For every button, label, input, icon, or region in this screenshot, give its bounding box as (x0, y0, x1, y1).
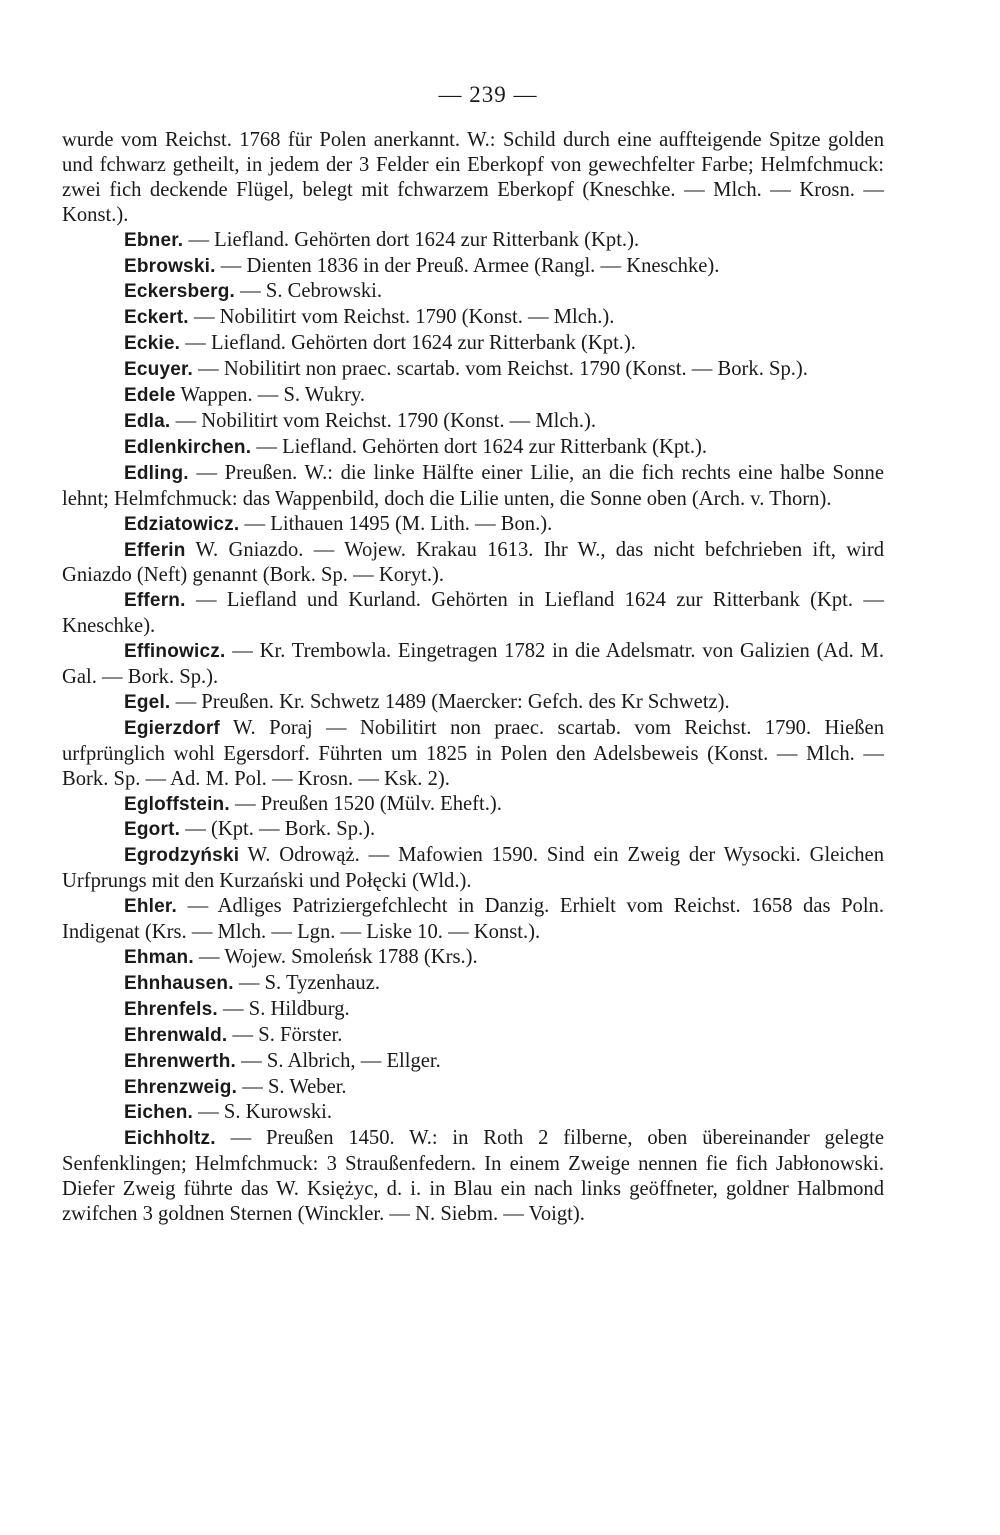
entry-head: Egierzdorf (124, 717, 220, 739)
entry-head: Eckersberg. (124, 281, 235, 303)
entry-text: — Nobilitirt vom Reichst. 1790 (Konst. — Mlch.). (175, 409, 596, 432)
entry-ehman (62, 945, 884, 971)
entry-efferin (62, 538, 884, 589)
entry-eckie (62, 331, 884, 357)
entry-head: Egrodzyński (124, 845, 240, 867)
entry-edling (62, 461, 884, 512)
entry-text: — S. Förster. (232, 1023, 343, 1046)
entry-text: — Liefland. Gehörten dort 1624 zur Ritterbank (Kpt.). (256, 435, 708, 458)
entry-head: Ehnhausen. (124, 972, 234, 994)
entry-head: Edlenkirchen. (124, 436, 252, 458)
entry-text: — S. Tyzenhauz. (238, 971, 381, 994)
entry-text: W. Poraj — Nobilitirt non praec. scartab. vom Reichst. 1790. Hießen urfprünglich wohl Egersdorf. Führten um 1825 in Polen den Adelsbeweis (Konst. — Mlch. — Bork. Sp. — Ad. M. Pol. — Krosn. — Ksk. 2). (62, 716, 884, 790)
entry-head: Egel. (124, 691, 171, 713)
entry-head: Ehrenzweig. (124, 1076, 238, 1098)
entry-text: — Liefland. Gehörten dort 1624 zur Ritterbank (Kpt.). (188, 228, 640, 251)
entry-text: — Preußen 1450. W.: in Roth 2 filberne, oben übereinander gelegte Senfenklingen; Helmfchmuck: 3 Straußenfedern. In einem Zweige nennen fie fich Jabłonowski. Diefer Zweig führte das W. Księżyc, d. i. in Blau ein nach links geöffneter, goldner Halbmond zwifchen 3 goldnen Sternen (Winckler. — N. Siebm. — Voigt). (62, 1127, 884, 1226)
entry-head: Ehler. (124, 896, 177, 918)
entry-head: Ehrenwald. (124, 1024, 228, 1046)
entry-head: Efferin (124, 539, 186, 561)
entry-edele (62, 383, 884, 409)
entry-text: — S. Weber. (242, 1075, 347, 1098)
document-page (62, 82, 884, 1227)
entry-text: — S. Albrich, — Ellger. (241, 1049, 441, 1072)
entry-edlenkirchen (62, 435, 884, 461)
entry-text: — S. Cebrowski. (240, 280, 383, 303)
entry-eckert (62, 305, 884, 331)
entry-egloffstein (62, 792, 884, 818)
entry-head: Ehrenfels. (124, 998, 218, 1020)
entry-egort (62, 817, 884, 843)
entry-text: — Preußen 1520 (Mülv. Eheft.). (235, 792, 502, 815)
entry-head: Eichen. (124, 1102, 193, 1124)
entry-ecuyer (62, 357, 884, 383)
entry-head: Ecuyer. (124, 359, 194, 381)
entry-head: Edling. (124, 462, 189, 484)
entry-ehnhausen (62, 971, 884, 997)
entry-ebner (62, 228, 884, 254)
entry-eichholtz (62, 1126, 884, 1227)
entry-text: — Liefland. Gehörten dort 1624 zur Ritterbank (Kpt.). (185, 332, 636, 355)
entry-head: Eckert. (124, 307, 189, 329)
entry-head: Eckie. (124, 333, 181, 355)
entry-edziatowicz (62, 512, 884, 538)
entry-text: — Dienten 1836 in der Preuß. Armee (Rangl. — Kneschke). (220, 254, 720, 277)
entry-text: — Kr. Trembowla. Eingetragen 1782 in die Adelsmatr. von Galizien (Ad. M. Gal. — Bork. Sp.). (62, 640, 884, 689)
entry-head: Effinowicz. (124, 641, 226, 663)
entry-egrodzynski (62, 843, 884, 894)
entry-egierzdorf (62, 716, 884, 792)
entry-ebrowski (62, 254, 884, 280)
entry-continuation (62, 128, 884, 228)
entry-text: W. Gniazdo. — Wojew. Krakau 1613. Ihr W., das nicht befchrieben ift, wird Gniazdo (Neft) genannt (Bork. Sp. — Koryt.). (62, 538, 884, 587)
entry-text: — (Kpt. — Bork. Sp.). (185, 818, 376, 841)
entry-ehrenfels (62, 997, 884, 1023)
entry-head: Egort. (124, 819, 181, 841)
entry-text: W. Odrowąż. — Mafowien 1590. Sind ein Zweig der Wysocki. Gleichen Urfprungs mit den Kurzański und Połęcki (Wld.). (62, 844, 884, 893)
entry-text: — Nobilitirt non praec. scartab. vom Reichst. 1790 (Konst. — Bork. Sp.). (198, 358, 808, 381)
page-number: — 239 — (438, 82, 538, 107)
entry-text: — Wojew. Smoleńsk 1788 (Krs.). (198, 946, 478, 968)
entry-head: Edla. (124, 410, 171, 432)
entry-text: — Lithauen 1495 (M. Lith. — Bon.). (244, 512, 553, 535)
entry-head: Edziatowicz. (124, 513, 240, 535)
entry-ehler (62, 894, 884, 945)
entry-text: — Preußen. Kr. Schwetz 1489 (Maercker: Gefch. des Kr Schwetz). (175, 690, 730, 713)
entry-effern (62, 588, 884, 639)
entry-ehrenzweig (62, 1075, 884, 1101)
entry-edla (62, 409, 884, 435)
entry-text: Wappen. — S. Wukry. (180, 384, 366, 407)
entry-text: — Adliges Patriziergefchlecht in Danzig. Erhielt vom Reichst. 1658 das Poln. Indigenat (Krs. — Mlch. — Lgn. — Liske 10. — Konst.). (62, 895, 884, 944)
entry-text: — Nobilitirt vom Reichst. 1790 (Konst. — Mlch.). (193, 306, 615, 329)
entry-head: Edele (124, 385, 176, 407)
entry-head: Ehrenwerth. (124, 1050, 236, 1072)
entry-head: Ehman. (124, 947, 194, 968)
entry-egel (62, 690, 884, 716)
entry-text: — S. Kurowski. (198, 1101, 333, 1124)
entry-head: Ebrowski. (124, 255, 216, 277)
entry-text: — Preußen. W.: die linke Hälfte einer Lilie, an die fich rechts eine halbe Sonne lehnt; Helmfchmuck: das Wappenbild, doch die Lilie unten, die Sonne oben (Arch. v. Thorn). (62, 461, 884, 510)
entry-text: — S. Hildburg. (223, 997, 350, 1020)
entry-effinowicz (62, 639, 884, 690)
entry-head: Effern. (124, 590, 186, 612)
entry-eichen (62, 1100, 884, 1126)
entry-head: Eichholtz. (124, 1128, 216, 1150)
entry-eckersberg (62, 279, 884, 305)
entry-ehrenwerth (62, 1049, 884, 1075)
entry-head: Ebner. (124, 229, 184, 251)
entry-text: wurde vom Reichst. 1768 für Polen anerkannt. W.: Schild durch eine auffteigende Spitze golden und fchwarz getheilt, in jedem der 3 Felder ein Eberkopf von gewechfelter Farbe; Helmfchmuck: zwei fich deckende Flügel, belegt mit fchwarzem Eberkopf (Kneschke. — Mlch. — Krosn. — Konst.). (62, 129, 884, 226)
entry-head: Egloffstein. (124, 793, 230, 815)
entry-text: — Liefland und Kurland. Gehörten in Liefland 1624 zur Ritterbank (Kpt. — Kneschke). (62, 589, 884, 638)
entry-ehrenwald (62, 1023, 884, 1049)
